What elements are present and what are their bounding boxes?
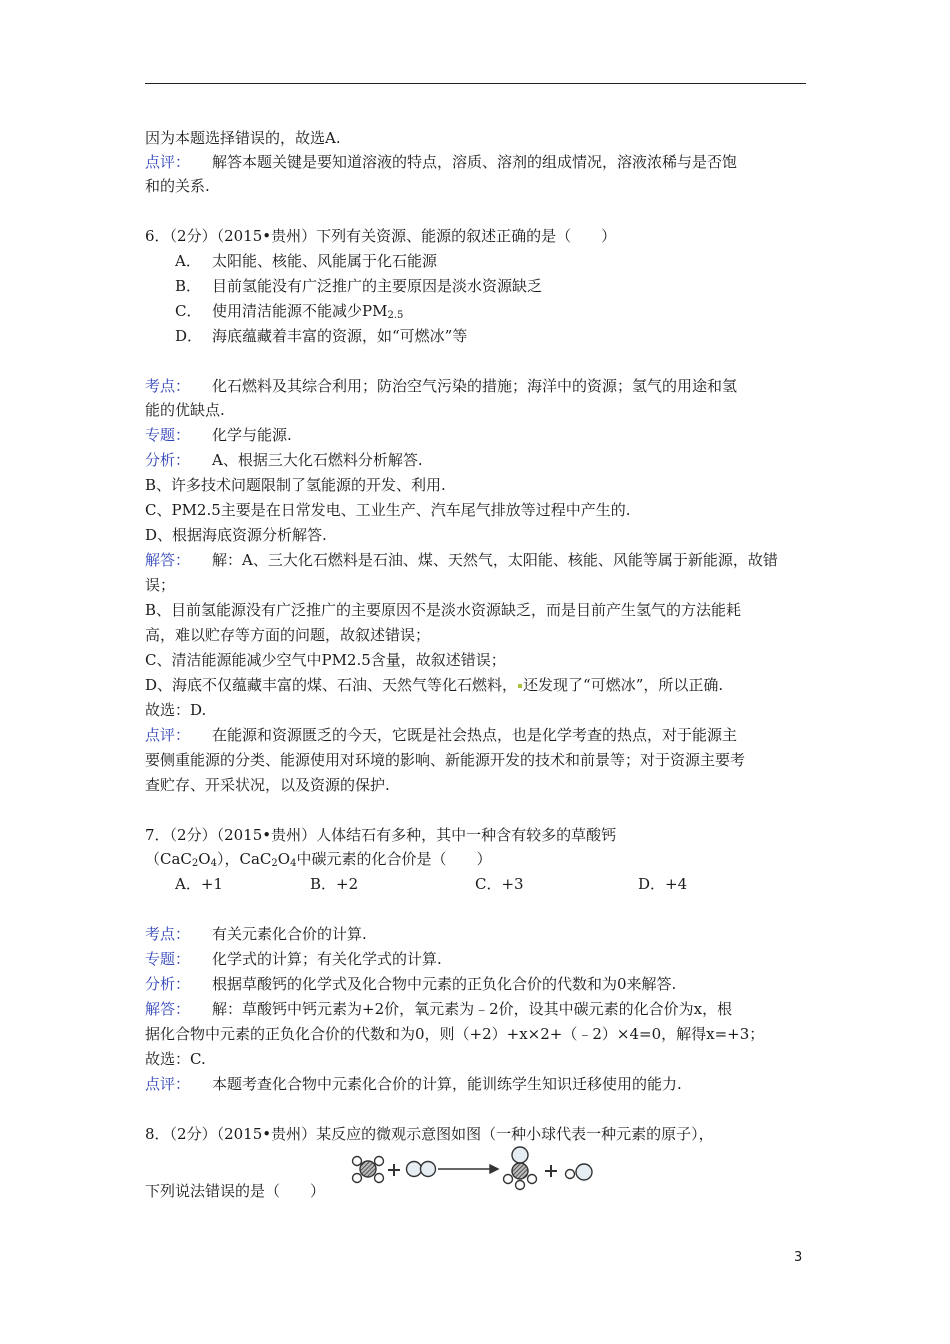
q6-zhuanti: 专题： 化学与能源. [145, 426, 292, 444]
plus-sign-2 [545, 1165, 557, 1177]
q7-choice-d: D．+4 [638, 875, 688, 893]
q6-option-b: B． 目前氢能没有广泛推广的主要原因是淡水资源缺乏 [175, 277, 543, 295]
q6-jieda-line1: 解答： 解：A、三大化石燃料是石油、煤、天然气，太阳能、核能、风能等属于新能源，故错 [145, 551, 778, 569]
q5-review-line1: 点评： 解答本题关键是要知道溶液的特点，溶质、溶剂的组成情况，溶液浓稀与是否饱 [145, 153, 738, 171]
product-molecule-1 [504, 1147, 537, 1190]
q6-option-c: C． 使用清洁能源不能减少$PM_{2.5}$ [175, 302, 404, 321]
q6-kaodian-line2: 能的优缺点. [145, 401, 225, 419]
q7-answer: 故选：C. [145, 1050, 206, 1068]
q7-kaodian: 考点： 有关元素化合价的计算. [145, 925, 367, 943]
q7-choice-c: C．+3 [475, 875, 524, 893]
review-label: 点评： [145, 153, 191, 171]
q6-fenxi-b: B、许多技术问题限制了氢能源的开发、利用. [145, 476, 446, 494]
q6-fenxi-c: C、PM2.5主要是在日常发电、工业生产、汽车尾气排放等过程中产生的. [145, 501, 631, 519]
q6-answer: 故选：D. [145, 701, 207, 719]
q6-option-a: A． 太阳能、核能、风能属于化石能源 [175, 252, 438, 270]
q8-stem-line1: 8．（2分）（2015•贵州）某反应的微观示意图如图（一种小球代表一种元素的原子）， [145, 1125, 714, 1143]
page-number: 3 [794, 1250, 803, 1265]
q7-stem-line2: $(CaC_2O_4)$，$CaC_2O_4$中碳元素的化合价是（ ） [145, 850, 492, 869]
q7-stem-line1: 7．（2分）（2015•贵州）人体结石有多种，其中一种含有较多的草酸钙 [145, 826, 617, 844]
q5-review-line2: 和的关系. [145, 177, 210, 195]
q7-choice-a: A．+1 [175, 875, 223, 893]
header-rule [145, 83, 806, 84]
q6-option-d: D． 海底蕴藏着丰富的资源，如“可燃冰”等 [175, 327, 468, 345]
decorative-mark [518, 684, 522, 688]
product-molecule-2 [566, 1164, 593, 1180]
plus-sign-1 [388, 1164, 400, 1176]
q6-jieda-line4: 高，难以贮存等方面的问题，故叙述错误； [145, 626, 431, 644]
q6-dianping-line1: 点评： 在能源和资源匮乏的今天，它既是社会热点，也是化学考查的热点，对于能源主 [145, 726, 738, 744]
q7-fenxi: 分析： 根据草酸钙的化学式及化合物中元素的正负化合价的代数和为0来解答. [145, 975, 677, 993]
q5-conclusion: 因为本题选择错误的，故选A. [145, 129, 341, 147]
q7-choice-b: B．+2 [310, 875, 359, 893]
q6-kaodian-line1: 考点： 化石燃料及其综合利用；防治空气污染的措施；海洋中的资源；氢气的用途和氢 [145, 377, 738, 395]
reactant-molecule-1 [353, 1157, 384, 1183]
q6-dianping-line3: 查贮存、开采状况，以及资源的保护. [145, 776, 390, 794]
q6-stem: 6．（2分）（2015•贵州）下列有关资源、能源的叙述正确的是（ ） [145, 227, 617, 245]
q6-fenxi-d: D、根据海底资源分析解答. [145, 526, 327, 544]
reactant-molecule-2 [407, 1162, 436, 1177]
reaction-diagram [342, 1142, 612, 1202]
q6-fenxi-a: 分析： A、根据三大化石燃料分析解答. [145, 451, 423, 469]
q7-jieda-line1: 解答： 解：草酸钙中钙元素为+2价，氧元素为﹣2价，设其中碳元素的化合价为x，根 [145, 1000, 733, 1018]
q6-jieda-line3: B、目前氢能源没有广泛推广的主要原因不是淡水资源缺乏，而是目前产生氢气的方法能耗 [145, 601, 742, 619]
q6-jieda-line2: 误； [145, 576, 176, 594]
reaction-arrow [438, 1165, 498, 1173]
q7-jieda-line2: 据化合物中元素的正负化合价的代数和为0，则（+2）+x×2+（﹣2）×4=0，解得x=+3； [145, 1025, 765, 1043]
q6-dianping-line2: 要侧重能源的分类、能源使用对环境的影响、新能源开发的技术和前景等；对于资源主要考 [145, 751, 746, 769]
q6-jieda-line5: C、清洁能源能减少空气中PM2.5含量，故叙述错误； [145, 651, 506, 669]
q7-dianping: 点评： 本题考查化合物中元素化合价的计算，能训练学生知识迁移使用的能力. [145, 1075, 682, 1093]
q8-stem-line2: 下列说法错误的是（ ） [145, 1182, 326, 1200]
q6-jieda-line6: D、海底不仅蕴藏丰富的煤、石油、天然气等化石燃料， 还发现了“可燃冰”，所以正确. [145, 676, 724, 694]
q7-zhuanti: 专题： 化学式的计算；有关化学式的计算. [145, 950, 442, 968]
